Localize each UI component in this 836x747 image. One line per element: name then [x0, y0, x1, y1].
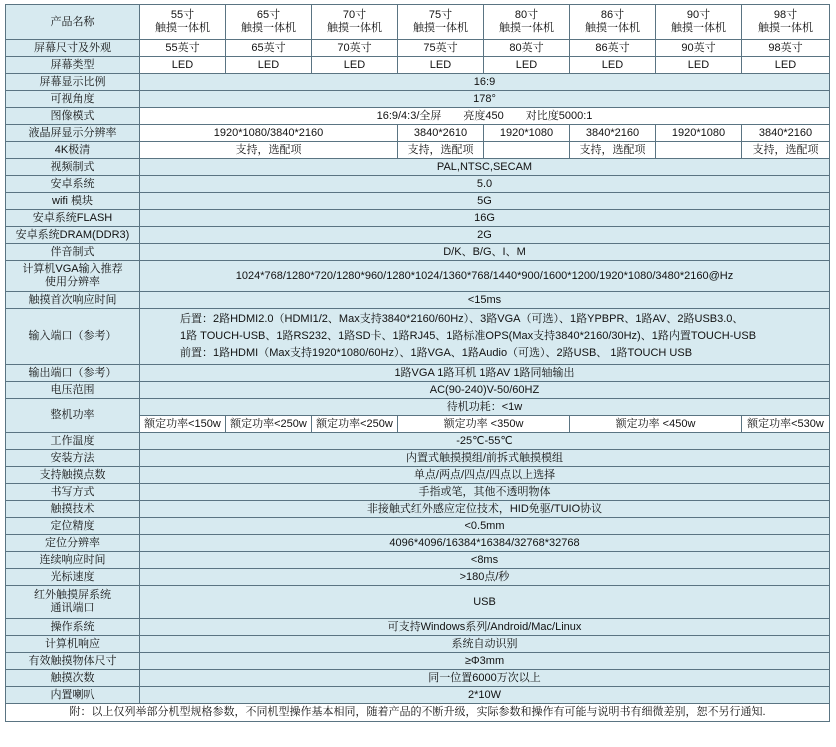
row-label: 工作温度: [6, 433, 140, 450]
header-row: [6, 5, 830, 40]
spec-row-image-mode: [6, 108, 830, 125]
row-label: 输出端口（参考）: [6, 365, 140, 382]
spec-row-pc-response: [6, 636, 830, 653]
spec-value: 额定功率<530w: [742, 416, 830, 433]
spec-value: 3840*2160: [570, 125, 656, 142]
spec-value: LED: [484, 57, 570, 74]
row-label-line: 计算机VGA输入推荐: [22, 263, 123, 275]
spec-row-temperature: [6, 433, 830, 450]
spec-value: 80英寸: [484, 40, 570, 57]
row-label: 液晶屏显示分辨率: [6, 125, 140, 142]
spec-value: 86英寸: [570, 40, 656, 57]
footnote: 附：以上仅列举部分机型规格参数，不同机型操作基本相同，随着产品的不断升级，实际参数和操作有可能与说明书有细微差别，恕不另行通知.: [6, 704, 830, 722]
spec-value: 系统自动识别: [140, 636, 830, 653]
row-label: 屏幕显示比例: [6, 74, 140, 91]
row-label: 整机功率: [6, 399, 140, 433]
spec-value: 3840*2610: [398, 125, 484, 142]
spec-value: 内置式触摸摸组/前拆式触摸模组: [140, 450, 830, 467]
spec-row-response-time: [6, 292, 830, 309]
model-size: 90寸: [686, 9, 711, 21]
spec-value: 非接触式红外感应定位技术，HID免驱/TUIO协议: [140, 501, 830, 518]
spec-value: USB: [140, 586, 830, 619]
spec-row-android: [6, 176, 830, 193]
spec-row-viewing-angle: [6, 91, 830, 108]
row-label: 安卓系统: [6, 176, 140, 193]
spec-value: LED: [140, 57, 226, 74]
input-ports-line: 后置：2路HDMI2.0（HDMI1/2、Max支持3840*2160/60Hz）、3路VGA（可选）、1路YPBPR、1路AV、2路USB3.0、: [180, 313, 744, 325]
spec-row-os: [6, 619, 830, 636]
spec-value: LED: [656, 57, 742, 74]
spec-value: 90英寸: [656, 40, 742, 57]
spec-value: 额定功率<250w: [312, 416, 398, 433]
model-size: 98寸: [773, 9, 798, 21]
spec-value: LED: [226, 57, 312, 74]
spec-value: 额定功率 <350w: [398, 416, 570, 433]
spec-row-dram: [6, 227, 830, 244]
row-label: 可视角度: [6, 91, 140, 108]
spec-value: 55英寸: [140, 40, 226, 57]
model-cell: [398, 5, 484, 40]
spec-value: 98英寸: [742, 40, 830, 57]
spec-row-comm-port: [6, 586, 830, 619]
spec-row-cursor-speed: [6, 569, 830, 586]
row-label: 安卓系统DRAM(DDR3): [6, 227, 140, 244]
spec-value: 额定功率<150w: [140, 416, 226, 433]
spec-value: <8ms: [140, 552, 830, 569]
row-label: 光标速度: [6, 569, 140, 586]
spec-row-vga-resolution: [6, 261, 830, 292]
row-label: wifi 模块: [6, 193, 140, 210]
spec-row-touch-points: [6, 467, 830, 484]
spec-row-video-format: [6, 159, 830, 176]
spec-value: <0.5mm: [140, 518, 830, 535]
spec-value: [656, 142, 742, 159]
model-cell: [656, 5, 742, 40]
row-label: 电压范围: [6, 382, 140, 399]
spec-row-aspect-ratio: [6, 74, 830, 91]
spec-value: D/K、B/G、I、M: [140, 244, 830, 261]
row-label: [6, 586, 140, 619]
row-label: 4K极清: [6, 142, 140, 159]
row-label: 伴音制式: [6, 244, 140, 261]
spec-value: 5G: [140, 193, 830, 210]
model-size: 65寸: [256, 9, 281, 21]
model-type: 触摸一体机: [155, 22, 210, 34]
spec-value: 支持，选配项: [742, 142, 830, 159]
spec-value: 额定功率<250w: [226, 416, 312, 433]
spec-row-voltage: [6, 382, 830, 399]
spec-value: <15ms: [140, 292, 830, 309]
spec-value: 70英寸: [312, 40, 398, 57]
spec-value: 手指或笔，其他不透明物体: [140, 484, 830, 501]
spec-table: [5, 4, 830, 722]
model-type: 触摸一体机: [241, 22, 296, 34]
row-label: 支持触摸点数: [6, 467, 140, 484]
spec-row-audio-format: [6, 244, 830, 261]
header-label: 产品名称: [6, 5, 140, 40]
row-label: 输入端口（参考）: [6, 309, 140, 365]
model-cell: [140, 5, 226, 40]
spec-value: 75英寸: [398, 40, 484, 57]
spec-row-wifi: [6, 193, 830, 210]
spec-row-flash: [6, 210, 830, 227]
spec-value: LED: [570, 57, 656, 74]
model-cell: [312, 5, 398, 40]
model-cell: [484, 5, 570, 40]
spec-value: >180点/秒: [140, 569, 830, 586]
row-label: 图像模式: [6, 108, 140, 125]
spec-value: [484, 142, 570, 159]
model-type: 触摸一体机: [327, 22, 382, 34]
model-size: 80寸: [514, 9, 539, 21]
input-ports-line: 前置：1路HDMI（Max支持1920*1080/60Hz）、1路VGA、1路Audio（可选）、2路USB、 1路TOUCH USB: [180, 347, 693, 359]
spec-row-continuous-response: [6, 552, 830, 569]
spec-value: 3840*2160: [742, 125, 830, 142]
spec-value: 可支持Windows系列/Android/Mac/Linux: [140, 619, 830, 636]
model-size: 75寸: [428, 9, 453, 21]
model-type: 触摸一体机: [585, 22, 640, 34]
input-ports-line: 1路 TOUCH-USB、1路RS232、1路SD卡、1路RJ45、1路标准OPS(Max支持3840*2160/30Hz)、1路内置TOUCH-USB: [180, 330, 757, 342]
spec-value: LED: [312, 57, 398, 74]
spec-row-precision: [6, 518, 830, 535]
model-size: 55寸: [170, 9, 195, 21]
row-label: [6, 261, 140, 292]
spec-value: 待机功耗：<1w: [140, 399, 830, 416]
model-type: 触摸一体机: [758, 22, 813, 34]
spec-value: LED: [742, 57, 830, 74]
spec-row-touch-tech: [6, 501, 830, 518]
row-label: 安装方法: [6, 450, 140, 467]
spec-value: [140, 309, 830, 365]
model-cell: [742, 5, 830, 40]
row-label: 安卓系统FLASH: [6, 210, 140, 227]
model-type: 触摸一体机: [413, 22, 468, 34]
spec-value: 1920*1080: [484, 125, 570, 142]
spec-value: 支持，选配项: [140, 142, 398, 159]
spec-row-writing: [6, 484, 830, 501]
spec-value: 16:9: [140, 74, 830, 91]
row-label: 屏幕类型: [6, 57, 140, 74]
spec-value: 1024*768/1280*720/1280*960/1280*1024/1360*768/1440*900/1600*1200/1920*1080/3480*2160@Hz: [140, 261, 830, 292]
row-label: 操作系统: [6, 619, 140, 636]
row-label: 有效触摸物体尺寸: [6, 653, 140, 670]
spec-row-screen-type: [6, 57, 830, 74]
spec-value: LED: [398, 57, 484, 74]
row-label: 书写方式: [6, 484, 140, 501]
spec-value: 65英寸: [226, 40, 312, 57]
model-size: 86寸: [600, 9, 625, 21]
spec-row-speaker: [6, 687, 830, 704]
spec-row-output-ports: [6, 365, 830, 382]
spec-row-position-resolution: [6, 535, 830, 552]
spec-row-resolution: [6, 125, 830, 142]
spec-row-min-object: [6, 653, 830, 670]
spec-row-input-ports: [6, 309, 830, 365]
spec-value: 16G: [140, 210, 830, 227]
spec-value: -25℃-55℃: [140, 433, 830, 450]
spec-value: 同一位置6000万次以上: [140, 670, 830, 687]
row-label-line: 使用分辨率: [45, 276, 100, 288]
row-label: 连续响应时间: [6, 552, 140, 569]
spec-value: 178°: [140, 91, 830, 108]
spec-row-screen-size: [6, 40, 830, 57]
model-cell: [226, 5, 312, 40]
row-label: 内置喇叭: [6, 687, 140, 704]
spec-row-4k: [6, 142, 830, 159]
spec-value: 5.0: [140, 176, 830, 193]
row-label: 触摸技术: [6, 501, 140, 518]
spec-row-install: [6, 450, 830, 467]
row-label-line: 通讯端口: [50, 602, 95, 614]
model-cell: [570, 5, 656, 40]
spec-value: 2*10W: [140, 687, 830, 704]
spec-value: 支持，选配项: [570, 142, 656, 159]
spec-value: 支持，选配项: [398, 142, 484, 159]
row-label: 定位精度: [6, 518, 140, 535]
row-label: 视频制式: [6, 159, 140, 176]
row-label: 定位分辨率: [6, 535, 140, 552]
spec-value: 16:9/4:3/全屏 亮度450 对比度5000:1: [140, 108, 830, 125]
model-type: 触摸一体机: [671, 22, 726, 34]
row-label-line: 红外触摸屏系统: [34, 589, 111, 601]
model-size: 70寸: [342, 9, 367, 21]
row-label: 屏幕尺寸及外观: [6, 40, 140, 57]
spec-row-power-standby: [6, 399, 830, 416]
spec-value: 1920*1080: [656, 125, 742, 142]
spec-value: 1路VGA 1路耳机 1路AV 1路同轴输出: [140, 365, 830, 382]
spec-value: 4096*4096/16384*16384/32768*32768: [140, 535, 830, 552]
row-label: 触摸次数: [6, 670, 140, 687]
spec-value: AC(90-240)V-50/60HZ: [140, 382, 830, 399]
row-label: 触摸首次响应时间: [6, 292, 140, 309]
spec-value: ≥Φ3mm: [140, 653, 830, 670]
spec-row-touch-count: [6, 670, 830, 687]
spec-value: 2G: [140, 227, 830, 244]
footnote-row: [6, 704, 830, 722]
spec-value: 额定功率 <450w: [570, 416, 742, 433]
spec-value: 单点/两点/四点/四点以上选择: [140, 467, 830, 484]
spec-value: PAL,NTSC,SECAM: [140, 159, 830, 176]
spec-value: 1920*1080/3840*2160: [140, 125, 398, 142]
model-type: 触摸一体机: [499, 22, 554, 34]
row-label: 计算机响应: [6, 636, 140, 653]
